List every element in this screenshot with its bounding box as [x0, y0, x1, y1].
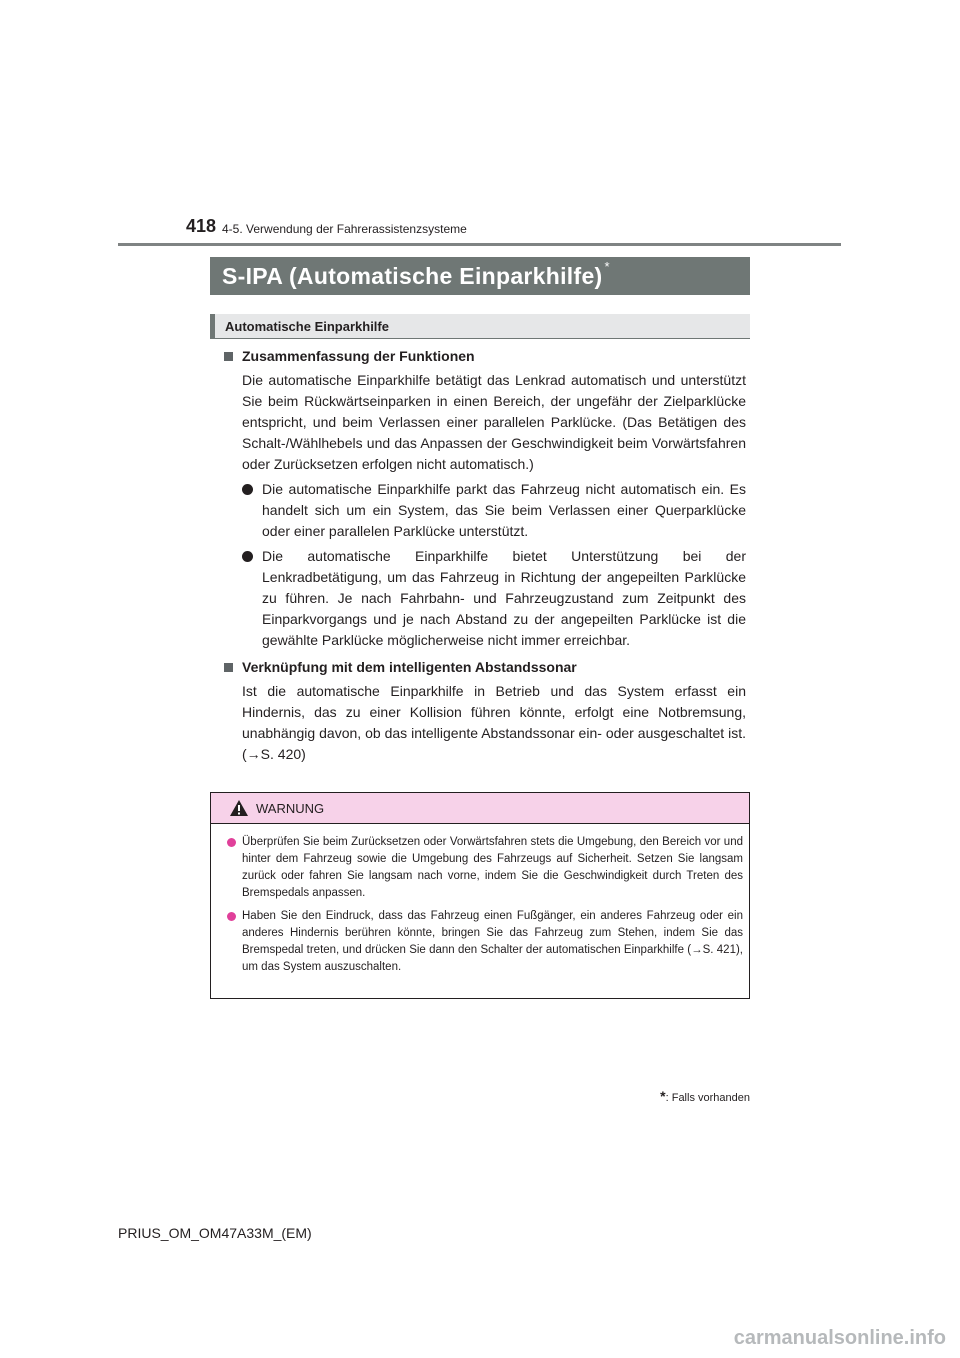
- document-id: PRIUS_OM_OM47A33M_(EM): [118, 1225, 312, 1241]
- watermark: carmanualsonline.info: [733, 1327, 946, 1349]
- warning-text: Überprüfen Sie beim Zurücksetzen oder Vorwärtsfahren stets die Umgebung, den Bereich vor und hinter dem Fahrzeug sowie die Umgebung des Fahrzeugs auf Sicherheit. Setzen Sie langsam zurück oder fahren Sie langsam nach vorne, indem Sie die Geschwindigkeit durch Treten des Bremspedals anpassen.: [242, 836, 743, 899]
- warning-item: [227, 834, 743, 902]
- list-item-text: Die automatische Einparkhilfe bietet Unterstützung bei der Lenkradbetätigung, um das Fahrzeug in Richtung der angepeilten Parklücke zu führen. Je nach Fahrbahn- und Fahrzeugzustand zum Zeitpunkt des Einparkvorgangs und je nach Abstand zu der angepeilten Parklücke ist die gewählte Parklücke möglicherweise nicht immer erreichbar.: [262, 548, 746, 648]
- subheading: Automatische Einparkhilfe: [210, 314, 750, 339]
- warning-header: [211, 793, 749, 824]
- bullet-dot-icon: [242, 551, 253, 562]
- bullet-dot-icon: [242, 484, 253, 495]
- header-rule: [118, 243, 841, 246]
- warning-body: [211, 824, 749, 976]
- footnote: [600, 1088, 750, 1104]
- warning-title: WARNUNG: [256, 800, 325, 816]
- footnote-asterisk: *: [660, 1088, 666, 1104]
- paragraph: Ist die automatische Einparkhilfe in Betrieb und das System erfasst ein Hindernis, das zu einer Kollision führen könnte, erfolgt eine Notbremsung, unabhängig davon, ob das intelligente Abstandssonar ein- oder ausgeschaltet ist. (→S. 420): [242, 683, 746, 762]
- section-title-bar: [210, 257, 750, 295]
- chapter-title: 4-5. Verwendung der Fahrerassistenzsysteme: [222, 222, 467, 236]
- section-heading: [224, 657, 746, 678]
- section-heading-text: Zusammenfassung der Funktionen: [242, 348, 475, 364]
- list-item-text: Die automatische Einparkhilfe parkt das Fahrzeug nicht automatisch ein. Es handelt sich um ein System, das Sie beim Verlassen einer Querparklücke oder einer parallelen Parklücke unterstützt.: [262, 481, 746, 539]
- pink-bullet-icon: [227, 838, 236, 847]
- section-heading-text: Verknüpfung mit dem intelligenten Abstandssonar: [242, 659, 577, 675]
- pink-bullet-icon: [227, 912, 236, 921]
- list-item: [242, 546, 746, 651]
- warning-item: [227, 908, 743, 976]
- content: [224, 344, 746, 769]
- section-title: S-IPA (Automatische Einparkhilfe): [222, 262, 603, 289]
- warning-box: [210, 792, 750, 999]
- page-number: 418: [186, 216, 217, 236]
- paragraph: Die automatische Einparkhilfe betätigt das Lenkrad automatisch und unterstützt Sie beim Rückwärtseinparken in einen Bereich, der ungefähr der Zielparklücke entspricht, und beim Verlassen einer parallelen Parklücke. (Das Betätigen des Schalt-/Wählhebels und das Anpassen der Geschwindigkeit beim Vorwärtsfahren oder Zurücksetzen erfolgen nicht automatisch.): [242, 372, 746, 472]
- warning-triangle-icon: [229, 799, 249, 817]
- square-bullet-icon: [224, 352, 233, 361]
- section-heading: [224, 346, 746, 367]
- square-bullet-icon: [224, 663, 233, 672]
- footnote-text: : Falls vorhanden: [665, 1092, 750, 1104]
- warning-text: Haben Sie den Eindruck, dass das Fahrzeug einen Fußgänger, ein anderes Fahrzeug oder ein anderes Hindernis berühren könnte, bringen Sie das Fahrzeug zum Stehen, indem Sie das Bremspedal treten, und drücken Sie dann den Schalter der automatischen Einparkhilfe (→S. 421), um das System auszuschalten.: [242, 910, 743, 973]
- list-item: [242, 479, 746, 542]
- asterisk-mark: *: [604, 258, 610, 274]
